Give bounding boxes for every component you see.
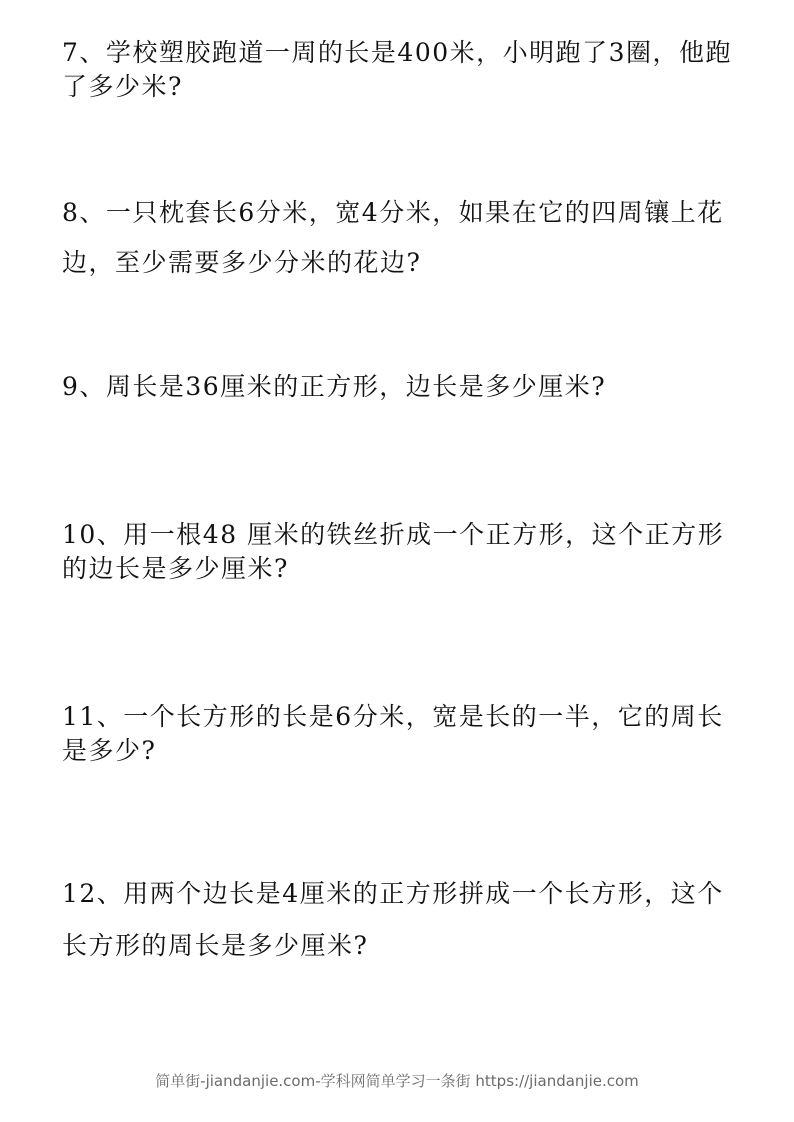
question-8: 8、一只枕套长6分米，宽4分米，如果在它的四周镶上花边，至少需要多少分米的花边? — [62, 198, 724, 277]
page-footer-watermark: 简单街-jiandanjie.com-学科网简单学习一条街 https://jiandanjie.com — [155, 1072, 639, 1090]
question-11: 11、一个长方形的长是6分米，宽是长的一半，它的周长是多少? — [62, 702, 724, 765]
question-9: 9、周长是36厘米的正方形，边长是多少厘米? — [62, 372, 607, 401]
question-7: 7、学校塑胶跑道一周的长是400米，小明跑了3圈，他跑了多少米? — [62, 38, 733, 101]
question-10: 10、用一根48 厘米的铁丝折成一个正方形，这个正方形的边长是多少厘米? — [62, 520, 725, 583]
question-12: 12、用两个边长是4厘米的正方形拼成一个长方形，这个长方形的周长是多少厘米? — [62, 879, 724, 960]
